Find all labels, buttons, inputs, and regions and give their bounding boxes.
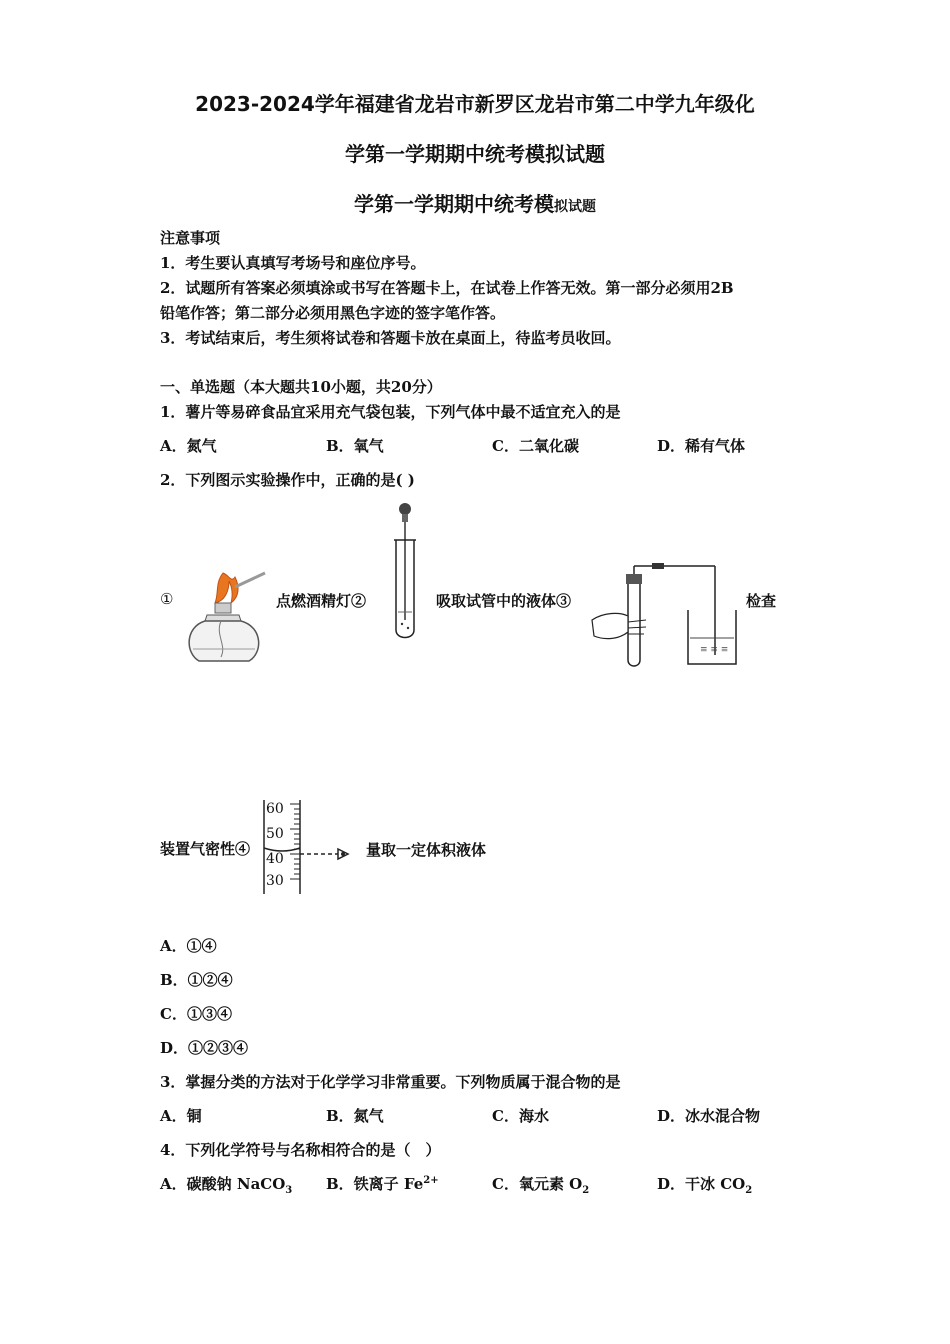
notice-item-2b: 铅笔作答；第二部分必须用黑色字迹的签字笔作答。 xyxy=(160,304,506,322)
q2-stem: 2．下列图示实验操作中，正确的是( ) xyxy=(160,471,415,489)
title-line-3 xyxy=(0,188,950,217)
q4-option-b-sup: 2+ xyxy=(423,1175,439,1186)
q4-option-d-text: D．干冰 CO xyxy=(657,1175,746,1193)
notice-heading: 注意事项 xyxy=(160,229,221,247)
q4-option-c-text: C．氧元素 O xyxy=(492,1175,583,1193)
q2-caption-4: 量取一定体积液体 xyxy=(366,841,487,859)
title-line-3-small: 拟试题 xyxy=(554,199,596,215)
q2-option-a: A．①④ xyxy=(160,937,217,955)
alcohol-lamp-figure xyxy=(185,565,270,670)
q2-caption-3b: 装置气密性④ xyxy=(160,840,251,858)
scale-label-60: 60 xyxy=(266,801,284,817)
q4-stem: 4．下列化学符号与名称相符合的是（ ） xyxy=(160,1141,441,1159)
title-line-2: 学第一学期期中统考模拟试题 xyxy=(345,142,605,166)
q2-option-b: B．①②④ xyxy=(160,971,233,989)
q3-option-a: A．铜 xyxy=(160,1107,202,1125)
q3-stem: 3．掌握分类的方法对于化学学习非常重要。下列物质属于混合物的是 xyxy=(160,1073,621,1091)
q3-option-d: D．冰水混合物 xyxy=(657,1107,761,1125)
notice-item-1: 1．考生要认真填写考场号和座位序号。 xyxy=(160,254,426,272)
notice-item-3: 3．考试结束后，考生须将试卷和答题卡放在桌面上，待监考员收回。 xyxy=(160,329,621,347)
scale-label-40: 40 xyxy=(266,851,284,867)
q1-option-d: D．稀有气体 xyxy=(657,437,746,455)
q4-option-d xyxy=(657,1173,752,1196)
q4-option-c xyxy=(492,1173,589,1196)
q4-option-a xyxy=(160,1173,292,1196)
q1-option-c: C．二氧化碳 xyxy=(492,437,579,455)
svg-text:≡ ≡ ≡: ≡ ≡ ≡ xyxy=(700,645,729,655)
q4-option-b xyxy=(326,1173,439,1194)
section-heading: 一、单选题（本大题共10小题，共20分） xyxy=(160,378,442,396)
scale-label-30: 30 xyxy=(266,873,284,889)
q2-option-d: D．①②③④ xyxy=(160,1039,249,1057)
title-line-1: 2023-2024学年福建省龙岩市新罗区龙岩市第二中学九年级化 xyxy=(195,92,755,116)
q2-caption-2: 吸取试管中的液体③ xyxy=(436,592,572,610)
q4-option-d-sub: 2 xyxy=(745,1185,753,1196)
q4-option-b-text: B．铁离子 Fe xyxy=(326,1175,424,1193)
q2-option-c: C．①③④ xyxy=(160,1005,232,1023)
q2-caption-3: 检查 xyxy=(746,592,777,610)
q2-caption-1: 点燃酒精灯② xyxy=(276,592,367,610)
q1-stem: 1．薯片等易碎食品宜采用充气袋包装，下列气体中最不适宜充入的是 xyxy=(160,403,621,421)
q2-label-1: ① xyxy=(160,590,174,608)
q1-option-b: B．氧气 xyxy=(326,437,384,455)
scale-label-50: 50 xyxy=(266,826,284,842)
q1-option-a: A．氮气 xyxy=(160,437,217,455)
q3-option-b: B．氮气 xyxy=(326,1107,384,1125)
q4-option-c-sub: 2 xyxy=(582,1185,590,1196)
dropper-test-tube-figure xyxy=(390,500,420,645)
title-line-3-main: 学第一学期期中统考模 xyxy=(354,192,554,216)
notice-item-2a: 2．试题所有答案必须填涂或书写在答题卡上，在试卷上作答无效。第一部分必须用2B xyxy=(160,279,734,297)
q4-option-a-text: A．碳酸钠 NaCO xyxy=(160,1175,286,1193)
airtightness-check-figure xyxy=(590,560,740,670)
q3-option-c: C．海水 xyxy=(492,1107,549,1125)
q4-option-a-sub: 3 xyxy=(285,1185,293,1196)
